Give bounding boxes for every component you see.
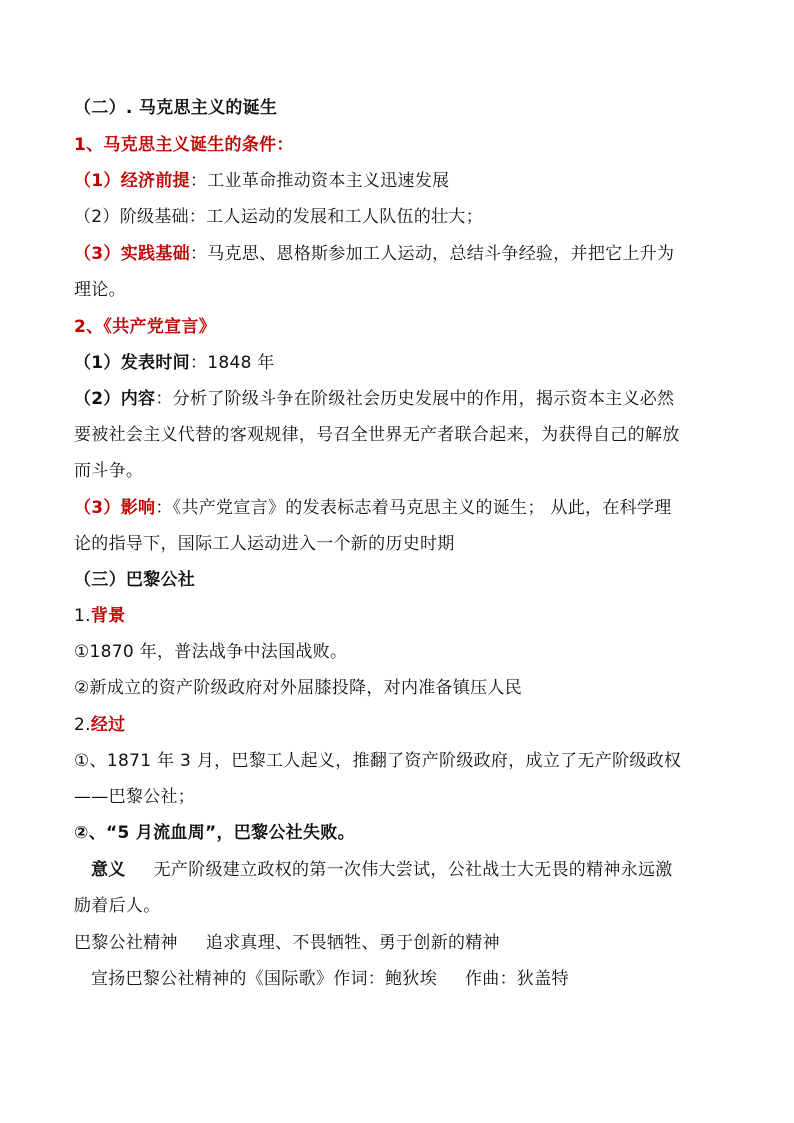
section-heading-marxism: （二）. 马克思主义的诞生 [74, 98, 278, 118]
section-heading-paris-commune: （三）巴黎公社 [74, 570, 196, 590]
manifesto-influence [74, 497, 734, 519]
practice-basis [74, 243, 734, 265]
commune-spirit-text: 追求真理、不畏牺牲、勇于创新的精神 [205, 933, 500, 953]
background-label: 背景 [90, 606, 126, 626]
manifesto-content-label: （2）内容 [74, 389, 156, 409]
process-item-1: ①、1871 年 3 月，巴黎工人起义，推翻了资产阶级政府，成立了无产阶级政权 [74, 751, 682, 771]
background-number: 1. [74, 606, 91, 626]
significance-cont: 励着后人。 [74, 896, 161, 916]
composer-text: 作曲：狄盖特 [465, 969, 569, 989]
background-heading [74, 605, 734, 627]
significance [74, 859, 734, 881]
manifesto-content-cont-2: 而斗争。 [74, 461, 144, 481]
manifesto-influence-label: （3）影响 [74, 498, 156, 518]
internationale-credits [74, 968, 734, 990]
economic-premise [74, 170, 734, 192]
publish-time-text: ：1848 年 [189, 353, 275, 373]
process-item-1-cont: ——巴黎公社； [74, 787, 196, 807]
commune-spirit [74, 932, 734, 954]
manifesto-influence-text: ：《共产党宣言》的发表标志着马克思主义的诞生； 从此，在科学理 [155, 498, 672, 518]
publish-time-label: （1）发表时间 [74, 353, 190, 373]
significance-text: 无产阶级建立政权的第一次伟大尝试，公社战士大无畏的精神永远激 [153, 860, 673, 880]
manifesto-content-cont-1: 要被社会主义代替的客观规律，号召全世界无产者联合起来，为获得自己的解放 [74, 425, 680, 445]
manifesto-title: 2、《共产党宣言》 [74, 317, 217, 337]
significance-label: 意义 [91, 860, 126, 880]
practice-basis-cont: 理论。 [74, 280, 126, 300]
lyricist-text: 宣扬巴黎公社精神的《国际歌》作词：鲍狄埃 [91, 969, 437, 989]
publish-time [74, 352, 734, 374]
economic-premise-text: ：工业革命推动资本主义迅速发展 [189, 171, 450, 191]
manifesto-content-text: ：分析了阶级斗争在阶级社会历史发展中的作用，揭示资本主义必然 [155, 389, 675, 409]
economic-premise-label: （1）经济前提 [74, 171, 190, 191]
class-basis: （2）阶级基础：工人运动的发展和工人队伍的壮大； [74, 207, 484, 227]
process-item-2: ②、“5 月流血周”，巴黎公社失败。 [74, 823, 355, 843]
background-item-1: ①1870 年，普法战争中法国战败。 [74, 642, 348, 662]
background-item-2: ②新成立的资产阶级政府对外屈膝投降，对内准备镇压人民 [74, 678, 523, 698]
manifesto-influence-cont: 论的指导下，国际工人运动进入一个新的历史时期 [74, 534, 455, 554]
practice-basis-label: （3）实践基础 [74, 244, 190, 264]
process-number: 2. [74, 715, 91, 735]
practice-basis-text: ：马克思、恩格斯参加工人运动，总结斗争经验，并把它上升为 [189, 244, 675, 264]
process-heading [74, 714, 734, 736]
commune-spirit-label: 巴黎公社精神 [74, 933, 178, 953]
conditions-title: 1、马克思主义诞生的条件： [74, 135, 294, 155]
process-label: 经过 [90, 715, 126, 735]
manifesto-content [74, 388, 734, 410]
